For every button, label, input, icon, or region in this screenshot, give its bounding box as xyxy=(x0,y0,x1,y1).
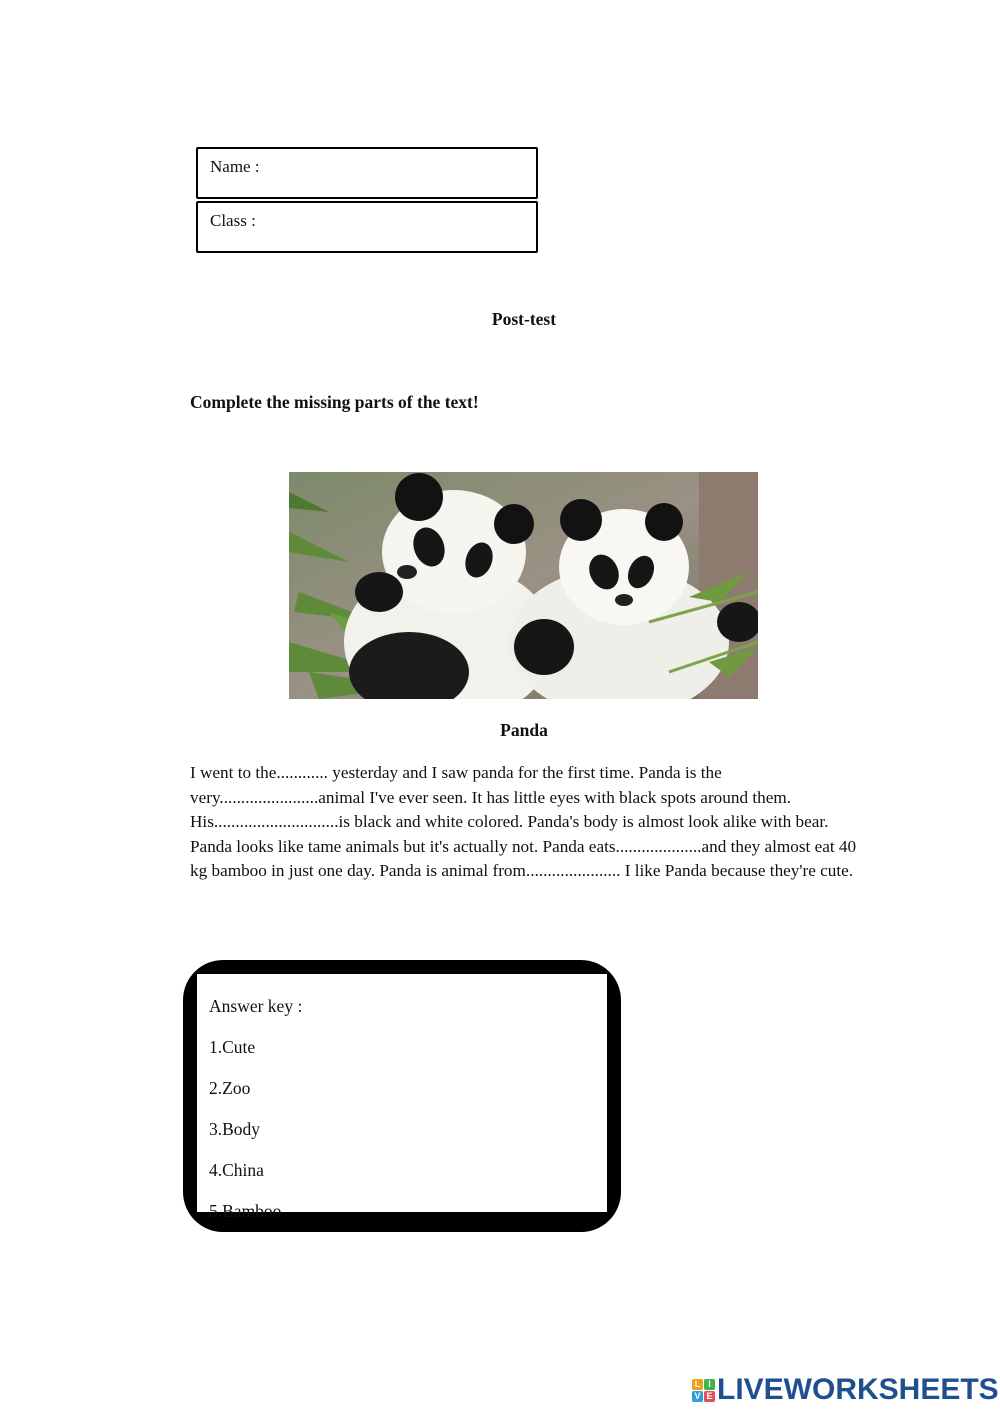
instruction-text: Complete the missing parts of the text! xyxy=(190,392,479,412)
answer-item: 4.China xyxy=(209,1160,264,1180)
name-label: Name : xyxy=(210,157,260,176)
logo-badge-letter: V xyxy=(692,1391,703,1402)
liveworksheets-logo[interactable] xyxy=(692,1375,999,1405)
answer-item: 2.Zoo xyxy=(209,1078,251,1098)
logo-badge-letter: E xyxy=(704,1391,715,1402)
answer-item: 5.Bamboo xyxy=(209,1201,282,1221)
logo-badge-letter: L xyxy=(692,1379,703,1390)
class-field[interactable] xyxy=(196,201,538,253)
logo-text: LIVEWORKSHEETS xyxy=(717,1373,999,1406)
answer-item: 1.Cute xyxy=(209,1037,256,1057)
text-title: Panda xyxy=(500,720,548,740)
page-title: Post-test xyxy=(491,309,557,329)
logo-badge-letter: I xyxy=(704,1379,715,1390)
answer-key-box xyxy=(183,960,621,1232)
logo-badge-icon xyxy=(692,1379,715,1402)
name-field[interactable] xyxy=(196,147,538,199)
panda-photo xyxy=(289,472,758,699)
cloze-paragraph: I went to the............ yesterday and I saw panda for the first time. Panda is the very.......................animal I've ever seen. It has little eyes with black spots around them. His.............................is black and white colored. Panda's body is almost look alike with bear. Panda looks like tame animals but it's actually not. Panda eats....................and they almost eat 40 kg bamboo in just one day. Panda is animal from...................... I like Panda because they're cute. xyxy=(190,763,857,881)
answer-key-panel xyxy=(197,974,607,1221)
class-label: Class : xyxy=(210,211,256,230)
answer-item: 3.Body xyxy=(209,1119,261,1139)
answer-key-heading: Answer key : xyxy=(209,996,303,1016)
